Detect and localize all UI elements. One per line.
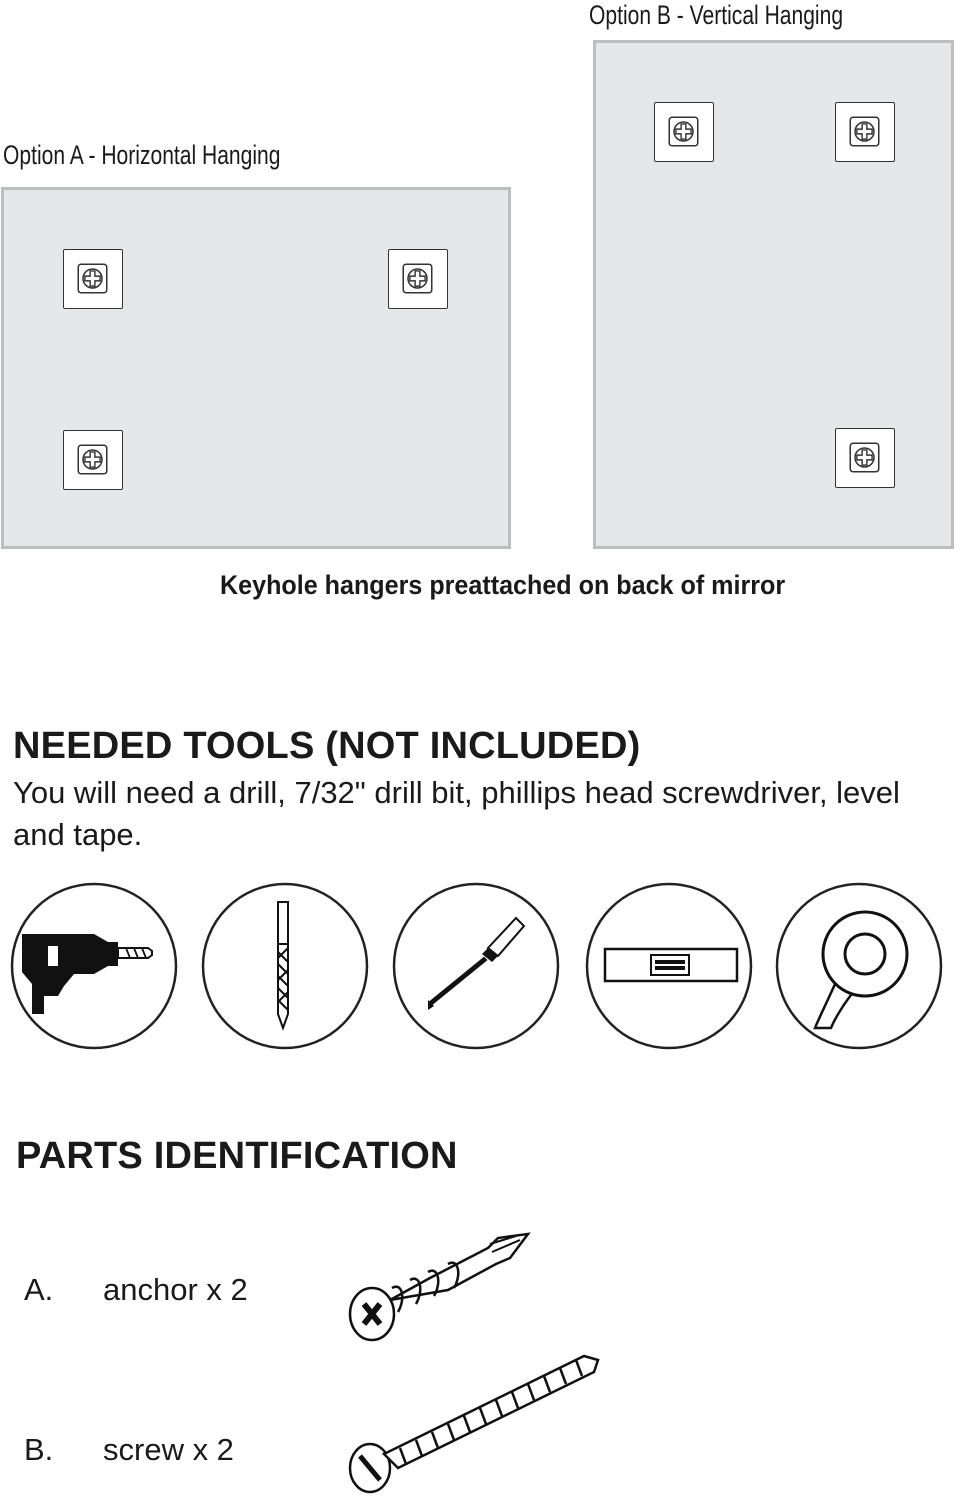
screwdriver-icon bbox=[392, 882, 560, 1050]
part-b-letter: B. bbox=[24, 1432, 54, 1467]
part-b-label: screw x 2 bbox=[103, 1432, 234, 1467]
drill-bit-icon bbox=[201, 882, 369, 1050]
tools-description: You will need a drill, 7/32" drill bit, phillips head screwdriver, level and tape. bbox=[13, 775, 900, 852]
tape-icon bbox=[775, 882, 943, 1050]
option-a-title: Option A - Horizontal Hanging bbox=[3, 140, 281, 170]
level-icon bbox=[585, 882, 753, 1050]
keyhole-hanger-icon bbox=[654, 102, 714, 162]
keyhole-hanger-icon bbox=[63, 249, 123, 309]
keyhole-hanger-icon bbox=[835, 102, 895, 162]
anchor-icon bbox=[340, 1228, 540, 1358]
part-a-label: anchor x 2 bbox=[103, 1272, 248, 1307]
hanger-caption: Keyhole hangers preattached on back of mirror bbox=[220, 570, 786, 600]
screw-icon bbox=[340, 1350, 610, 1505]
drill-icon bbox=[10, 882, 178, 1050]
keyhole-hanger-icon bbox=[835, 428, 895, 488]
keyhole-hanger-icon bbox=[63, 430, 123, 490]
part-a-letter: A. bbox=[24, 1272, 54, 1307]
option-a-mirror-panel bbox=[1, 187, 511, 549]
tools-heading: NEEDED TOOLS (NOT INCLUDED) bbox=[13, 725, 641, 767]
option-b-title: Option B - Vertical Hanging bbox=[589, 0, 844, 30]
parts-heading: PARTS IDENTIFICATION bbox=[16, 1135, 458, 1177]
option-b-mirror-panel bbox=[593, 40, 954, 549]
keyhole-hanger-icon bbox=[388, 249, 448, 309]
